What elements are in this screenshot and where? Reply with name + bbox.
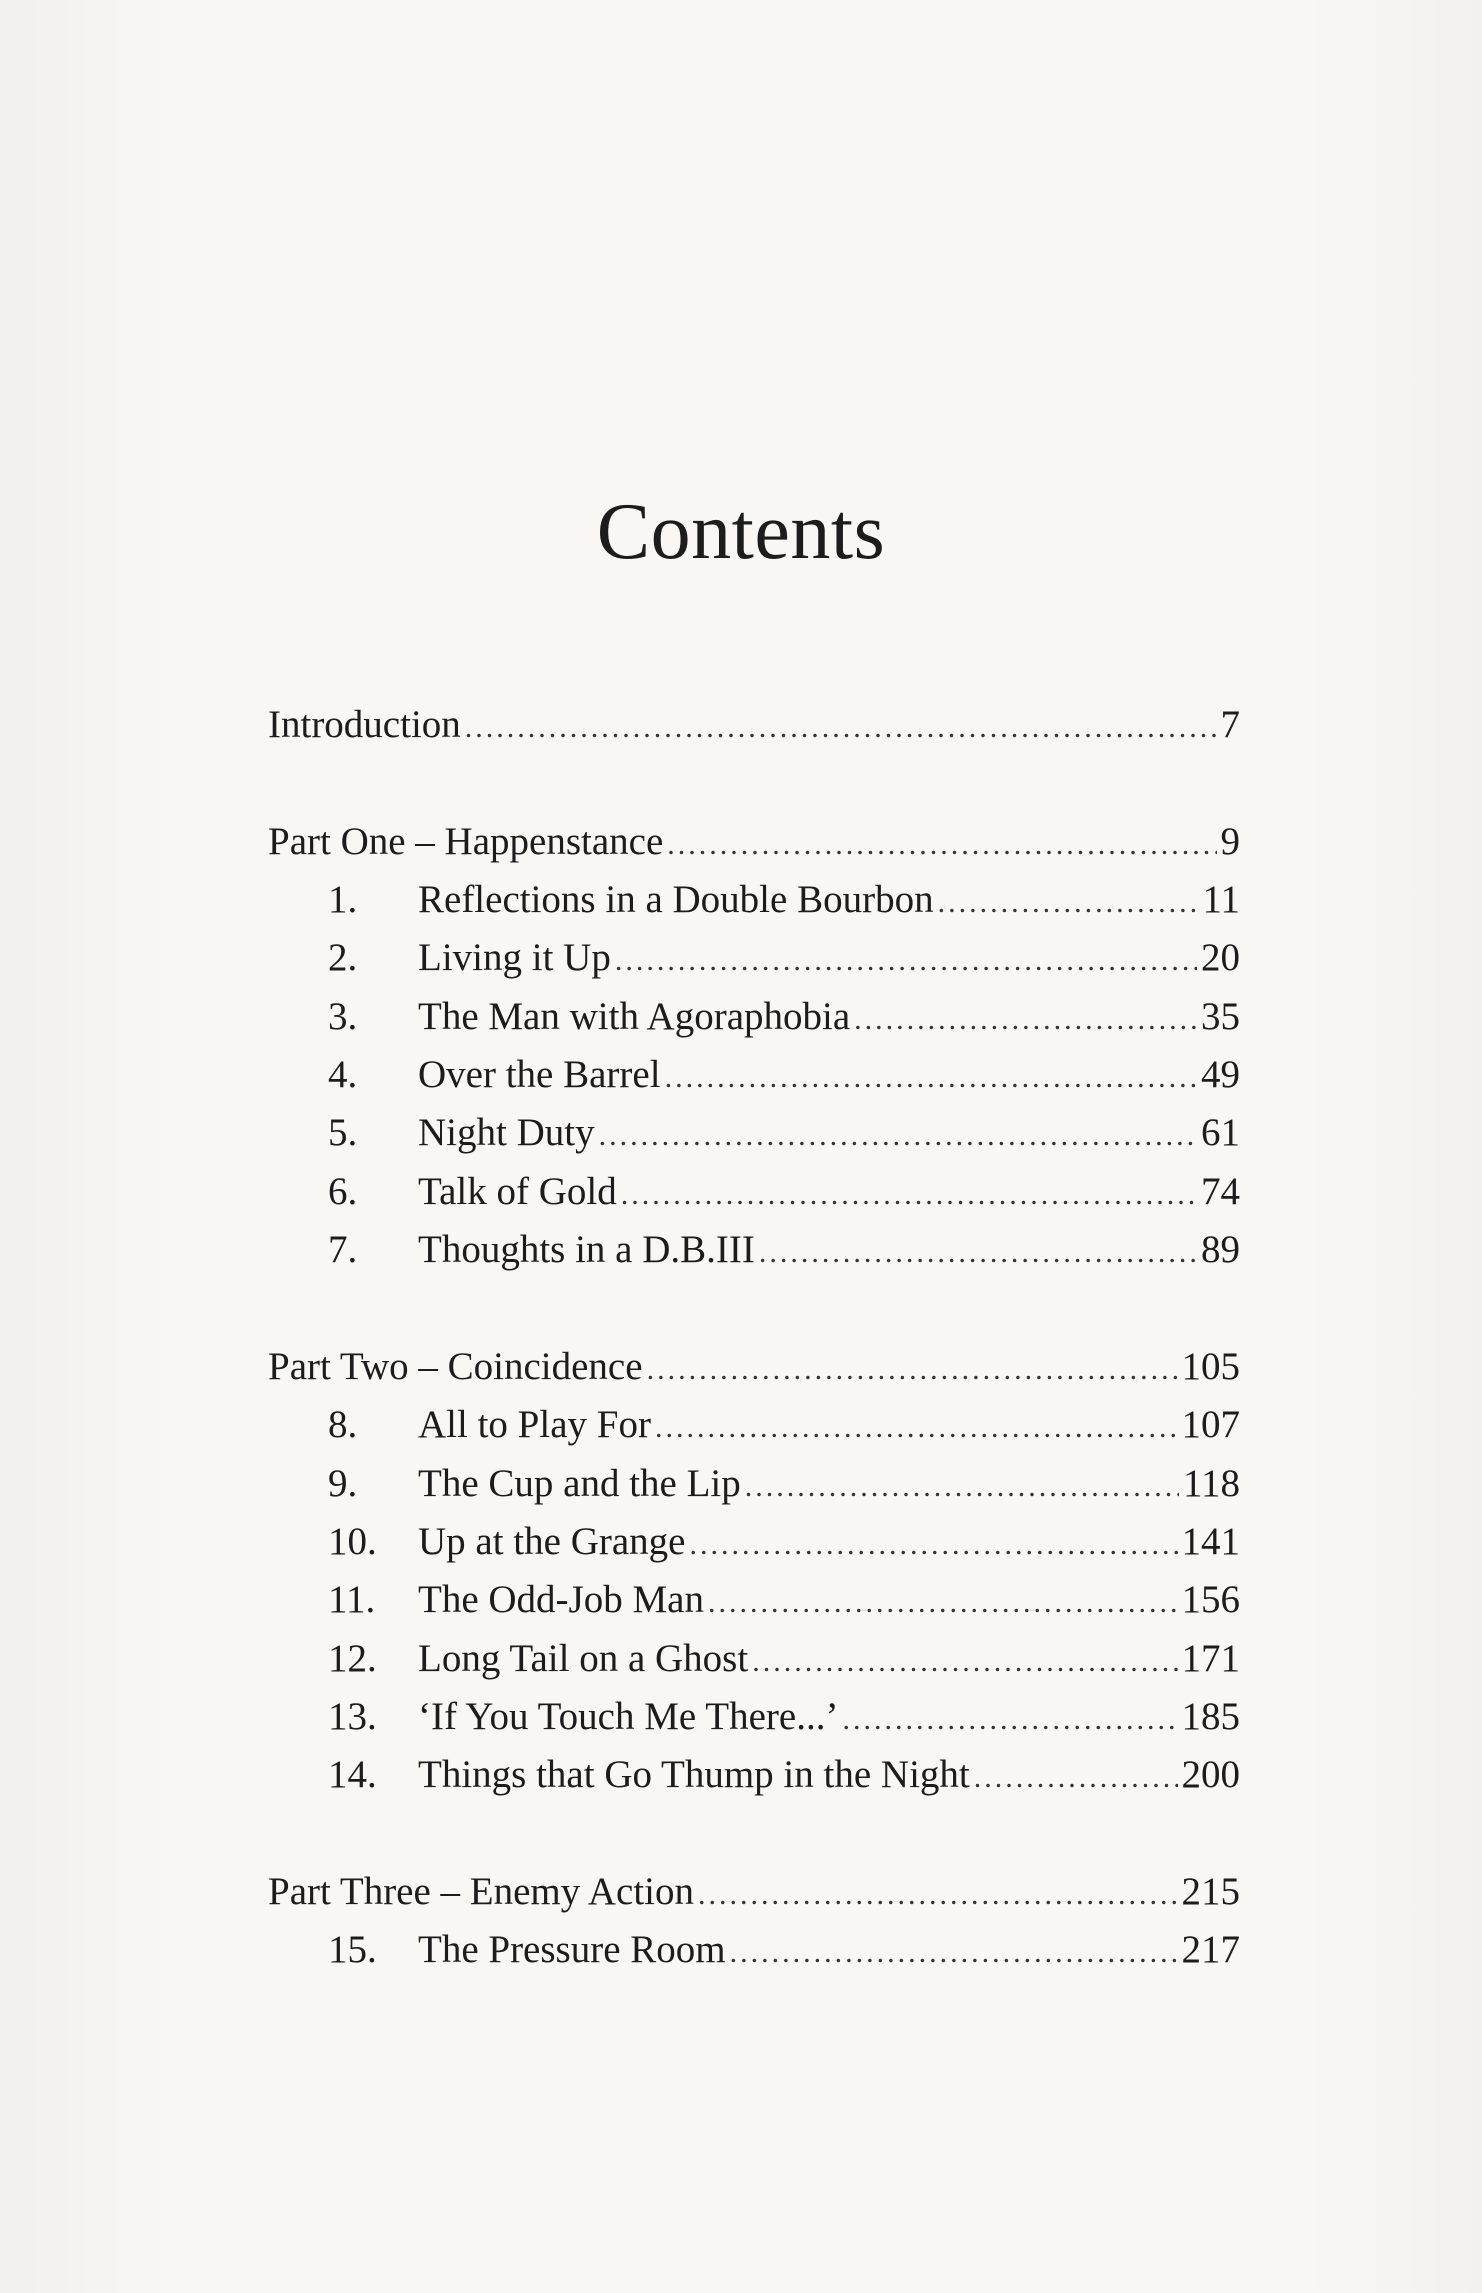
chapter-number: 13.: [328, 1695, 377, 1738]
chapter-number: 6.: [328, 1170, 358, 1213]
toc-label: The Odd-Job Man: [418, 1578, 704, 1621]
toc-label: Long Tail on a Ghost: [418, 1637, 749, 1680]
toc-page-number: 9: [1220, 820, 1240, 863]
page-title: Contents: [596, 488, 886, 576]
toc-page-number: 35: [1201, 995, 1240, 1038]
chapter-number: 15.: [328, 1928, 377, 1971]
toc-chapter-5: [268, 1103, 1240, 1163]
leader-dots: [974, 1748, 1178, 1808]
toc-chapter-4: [268, 1045, 1240, 1105]
chapter-number: 12.: [328, 1637, 377, 1680]
toc-chapter-13: [268, 1687, 1240, 1747]
chapter-number: 2.: [328, 936, 358, 979]
chapter-number: 3.: [328, 995, 358, 1038]
leader-dots: [698, 1865, 1177, 1925]
toc-chapter-8: [268, 1395, 1240, 1455]
toc-chapter-2: [268, 928, 1240, 988]
toc-page-number: 74: [1201, 1170, 1240, 1213]
chapter-number: 10.: [328, 1520, 377, 1563]
toc-page-number: 118: [1182, 1462, 1240, 1505]
toc-chapter-7: [268, 1220, 1240, 1280]
chapter-number: 4.: [328, 1053, 358, 1096]
leader-dots: [730, 1923, 1178, 1983]
toc-part-three: [268, 1862, 1240, 1922]
leader-dots: [854, 990, 1197, 1050]
chapter-number: 5.: [328, 1111, 358, 1154]
toc-chapter-11: [268, 1570, 1240, 1630]
leader-dots: [665, 1048, 1197, 1108]
toc-label: Up at the Grange: [418, 1520, 686, 1563]
toc-label: Part One – Happenstance: [268, 820, 664, 863]
toc-page-number: 156: [1181, 1578, 1240, 1621]
leader-dots: [752, 1632, 1177, 1692]
toc-chapter-12: [268, 1629, 1240, 1689]
toc-page-number: 215: [1181, 1870, 1240, 1913]
toc-chapter-14: [268, 1745, 1240, 1805]
leader-dots: [621, 1165, 1197, 1225]
toc-label: Over the Barrel: [418, 1053, 661, 1096]
toc-page-number: 105: [1181, 1345, 1240, 1388]
toc-label: ‘If You Touch Me There...’: [418, 1695, 839, 1738]
leader-dots: [667, 815, 1216, 875]
toc-page-number: 107: [1181, 1403, 1240, 1446]
toc-page-number: 20: [1201, 936, 1240, 979]
leader-dots: [938, 873, 1199, 933]
toc-label: Things that Go Thump in the Night: [418, 1753, 970, 1796]
toc-chapter-6: [268, 1162, 1240, 1222]
toc-chapter-10: [268, 1512, 1240, 1572]
chapter-number: 14.: [328, 1753, 377, 1796]
leader-dots: [599, 1106, 1197, 1166]
toc-chapter-15: [268, 1920, 1240, 1980]
toc-label: Living it Up: [418, 936, 611, 979]
leader-dots: [759, 1223, 1197, 1283]
leader-dots: [655, 1398, 1178, 1458]
chapter-number: 11.: [328, 1578, 376, 1621]
leader-dots: [689, 1515, 1177, 1575]
toc-page-number: 7: [1220, 703, 1240, 746]
leader-dots: [745, 1457, 1179, 1517]
chapter-number: 1.: [328, 878, 358, 921]
toc-page-number: 141: [1181, 1520, 1240, 1563]
toc-page-number: 217: [1181, 1928, 1240, 1971]
toc-label: Introduction: [268, 703, 461, 746]
toc-label: Talk of Gold: [418, 1170, 617, 1213]
leader-dots: [647, 1340, 1178, 1400]
toc-part-one: [268, 812, 1240, 872]
leader-dots: [708, 1573, 1178, 1633]
toc-chapter-3: [268, 987, 1240, 1047]
toc-introduction: [268, 695, 1240, 755]
leader-dots: [465, 698, 1217, 758]
toc-page-number: 171: [1181, 1637, 1240, 1680]
chapter-number: 9.: [328, 1462, 358, 1505]
chapter-number: 8.: [328, 1403, 358, 1446]
toc-label: The Man with Agoraphobia: [418, 995, 851, 1038]
toc-label: Thoughts in a D.B.III: [418, 1228, 755, 1271]
toc-label: All to Play For: [418, 1403, 651, 1446]
toc-page-number: 200: [1181, 1753, 1240, 1796]
chapter-number: 7.: [328, 1228, 358, 1271]
toc-label: Reflections in a Double Bourbon: [418, 878, 934, 921]
toc-page-number: 89: [1201, 1228, 1240, 1271]
toc-label: Night Duty: [418, 1111, 595, 1154]
toc-part-two: [268, 1337, 1240, 1397]
leader-dots: [615, 931, 1197, 991]
toc-page-number: 185: [1181, 1695, 1240, 1738]
toc-label: Part Three – Enemy Action: [268, 1870, 695, 1913]
toc-chapter-1: [268, 870, 1240, 930]
toc-label: Part Two – Coincidence: [268, 1345, 643, 1388]
toc-page-number: 11: [1202, 878, 1240, 921]
toc-chapter-9: [268, 1454, 1240, 1514]
toc-label: The Pressure Room: [418, 1928, 726, 1971]
toc-page-number: 49: [1201, 1053, 1240, 1096]
toc-page-number: 61: [1201, 1111, 1240, 1154]
leader-dots: [842, 1690, 1177, 1750]
toc-label: The Cup and the Lip: [418, 1462, 741, 1505]
